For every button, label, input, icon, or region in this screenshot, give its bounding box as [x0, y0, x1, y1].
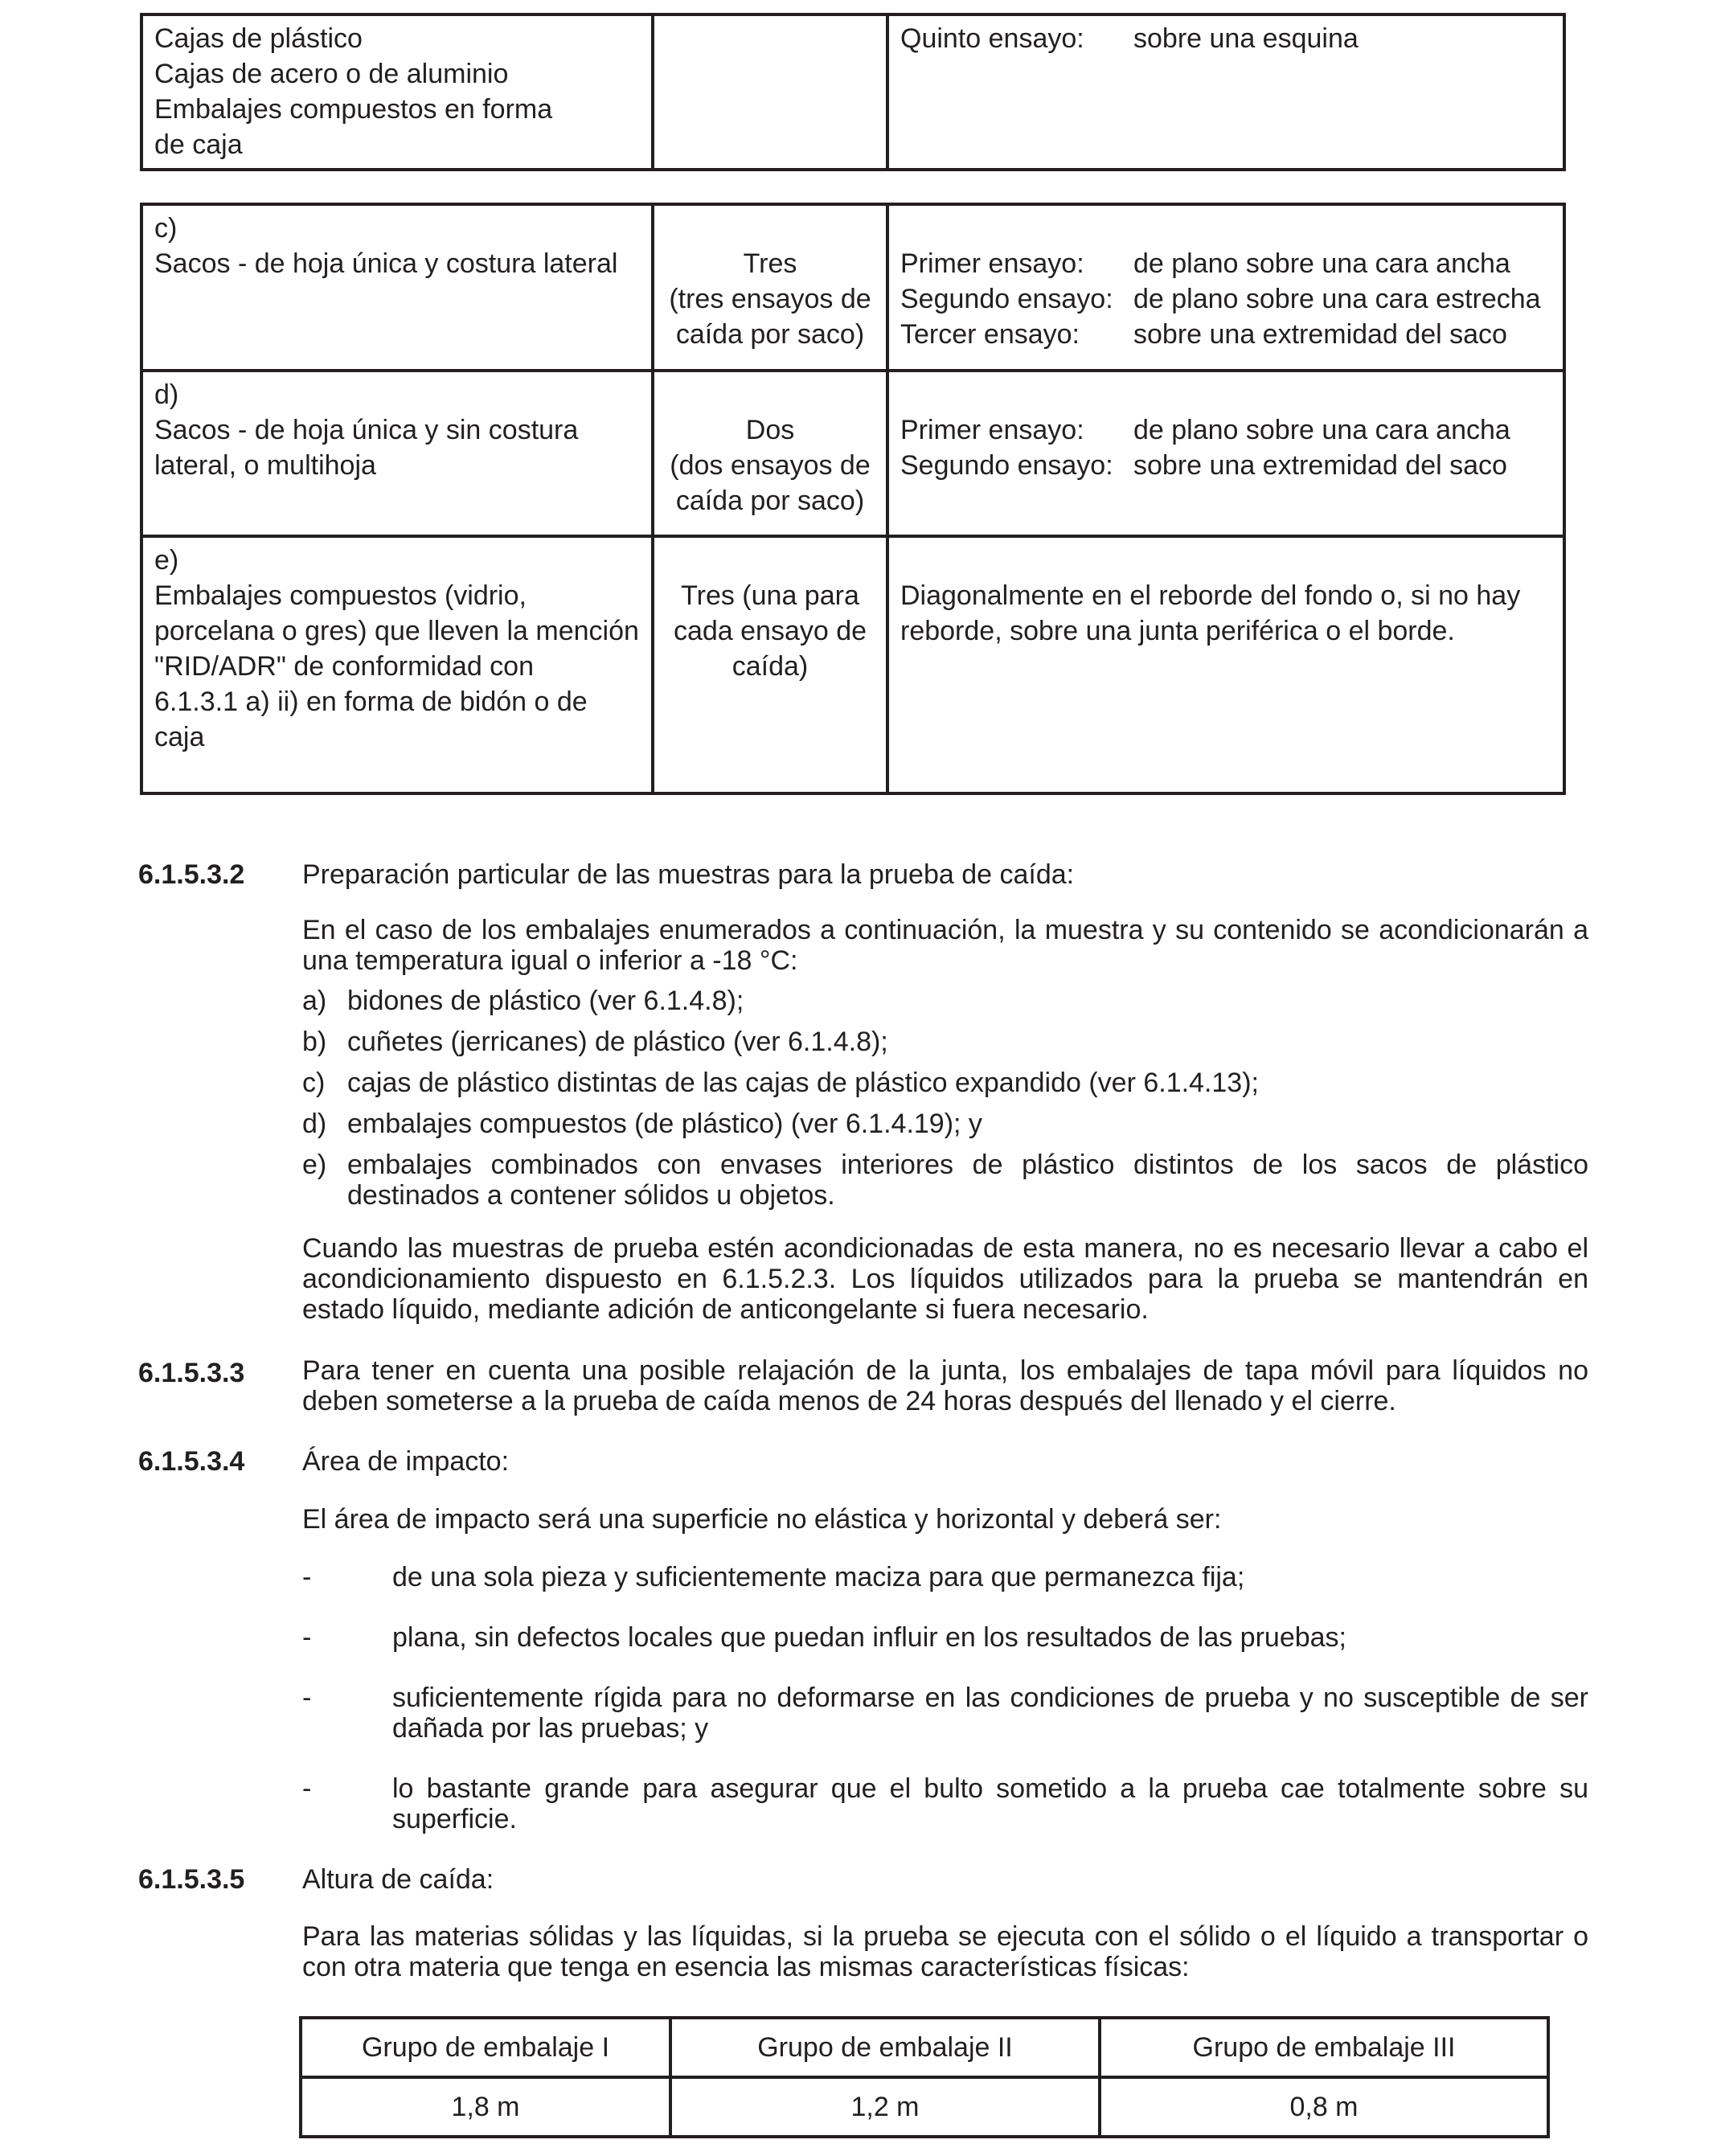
list-item [302, 1773, 1588, 1834]
paragraph: El área de impacto será una superficie no elástica y horizontal y deberá ser: [302, 1504, 1222, 1535]
packaging-type-cell: d) Sacos - de hoja única y sin costura lateral, o multihoja [141, 371, 653, 536]
test-label: Primer ensayo: [900, 415, 1084, 445]
test-value: de plano sobre una cara ancha [1133, 248, 1510, 279]
column-header: Grupo de embalaje I [301, 2018, 670, 2077]
drop-count-cell: Tres (tres ensayos de caída por saco) [653, 204, 887, 371]
list-marker: a) [302, 986, 327, 1016]
list-marker: d) [302, 1109, 327, 1139]
drop-test-table [140, 203, 1566, 795]
test-label: Segundo ensayo: [900, 450, 1113, 481]
section-number: 6.1.5.3.4 [138, 1446, 245, 1477]
test-line [900, 448, 1551, 483]
list-text: embalajes combinados con envases interiores de plástico distintos de los sacos de plástico destinados a contener sólidos u objetos. [347, 1150, 1588, 1211]
test-label: Quinto ensayo: [900, 23, 1084, 54]
list-marker: e) [302, 1150, 327, 1180]
drop-orientation-cell [887, 371, 1564, 536]
list-text: cajas de plástico distintas de las cajas de plástico expandido (ver 6.1.4.13); [347, 1068, 1259, 1098]
section-6-1-5-3-2 [138, 857, 1588, 1339]
drop-count-cell [653, 14, 887, 170]
test-line [900, 281, 1551, 317]
packaging-type-cell: Cajas de plástico Cajas de acero o de aluminio Embalajes compuestos en forma de caja [141, 14, 653, 170]
test-value: sobre una esquina [1133, 23, 1359, 54]
section-6-1-5-3-4 [138, 1444, 1588, 1846]
list-text: lo bastante grande para asegurar que el bulto sometido a la prueba cae totalmente sobre su superficie. [392, 1773, 1588, 1834]
section-6-1-5-3-5 [138, 1862, 1588, 1998]
drop-count-cell: Tres (una para cada ensayo de caída) [653, 536, 887, 793]
test-line [900, 317, 1551, 352]
test-label: Primer ensayo: [900, 248, 1084, 279]
list-marker: - [302, 1562, 312, 1592]
list-item [302, 1068, 1588, 1098]
column-header: Grupo de embalaje III [1100, 2018, 1548, 2077]
list-item [302, 1150, 1588, 1211]
table-cell: 1,8 m [301, 2077, 670, 2137]
list-marker: - [302, 1622, 312, 1653]
list-marker: - [302, 1683, 312, 1713]
section-number: 6.1.5.3.5 [138, 1864, 245, 1895]
section-title: Preparación particular de las muestras para la prueba de caída: [302, 859, 1075, 890]
packaging-type-cell: e) Embalajes compuestos (vidrio, porcelana o gres) que lleven la mención "RID/ADR" de conformidad con 6.1.3.1 a) ii) en forma de bidón o de caja [141, 536, 653, 793]
list-text: suficientemente rígida para no deformarse en las condiciones de prueba y no susceptible de ser dañada por las pruebas; y [392, 1683, 1588, 1744]
table-row [301, 2077, 1548, 2137]
list-item [302, 1683, 1588, 1744]
list-text: bidones de plástico (ver 6.1.4.8); [347, 986, 744, 1016]
list-text: cuñetes (jerricanes) de plástico (ver 6.1.4.8); [347, 1027, 888, 1057]
section-number: 6.1.5.3.3 [138, 1358, 245, 1388]
section-6-1-5-3-3 [138, 1355, 1588, 1428]
section-number: 6.1.5.3.2 [138, 859, 245, 890]
test-value: sobre una extremidad del saco [1133, 319, 1507, 350]
test-value: sobre una extremidad del saco [1133, 450, 1507, 481]
list-item [302, 986, 1588, 1016]
drop-orientation-cell [887, 14, 1564, 170]
paragraph: Cuando las muestras de prueba estén acondicionadas de esta manera, no es necesario llevar a cabo el acondicionamiento dispuesto en 6.1.5.2.3. Los líquidos utilizados para la prueba se mantendrán en estado líquido, mediante adición de anticongelante si fuera necesario. [302, 1233, 1588, 1325]
table-row [141, 371, 1564, 536]
list-text: de una sola pieza y suficientemente maciza para que permanezca fija; [392, 1562, 1245, 1592]
paragraph: Para las materias sólidas y las líquidas, si la prueba se ejecuta con el sólido o el líquido a transportar o con otra materia que tenga en esencia las mismas características físicas: [302, 1921, 1588, 1982]
list-item [302, 1622, 1588, 1653]
packaging-type-cell: c) Sacos - de hoja única y costura lateral [141, 204, 653, 371]
list-item [302, 1027, 1588, 1057]
paragraph: En el caso de los embalajes enumerados a continuación, la muestra y su contenido se acondicionarán a una temperatura igual o inferior a -18 °C: [302, 915, 1588, 976]
section-title: Altura de caída: [302, 1864, 494, 1895]
list-item [302, 1109, 1588, 1139]
table-row [141, 14, 1564, 170]
drop-orientation-cell [887, 204, 1564, 371]
list-marker: - [302, 1773, 312, 1804]
test-label: Segundo ensayo: [900, 284, 1113, 314]
column-header: Grupo de embalaje II [670, 2018, 1100, 2077]
test-value: de plano sobre una cara ancha [1133, 415, 1510, 445]
test-label: Tercer ensayo: [900, 319, 1080, 350]
drop-orientation-cell: Diagonalmente en el reborde del fondo o, si no hay reborde, sobre una junta periférica o el borde. [887, 536, 1564, 793]
section-title: Área de impacto: [302, 1446, 510, 1477]
drop-height-table [299, 2016, 1550, 2138]
test-line [900, 21, 1551, 56]
test-line [900, 412, 1551, 448]
test-value: de plano sobre una cara estrecha [1133, 284, 1541, 314]
paragraph: Para tener en cuenta una posible relajación de la junta, los embalajes de tapa móvil para líquidos no deben someterse a la prueba de caída menos de 24 horas después del llenado y el cierre. [302, 1355, 1588, 1416]
table-row [141, 204, 1564, 371]
table-cell: 1,2 m [670, 2077, 1100, 2137]
test-line [900, 246, 1551, 281]
table-row [141, 536, 1564, 793]
list-text: embalajes compuestos (de plástico) (ver 6.1.4.19); y [347, 1109, 982, 1139]
table-cell: 0,8 m [1100, 2077, 1548, 2137]
list-text: plana, sin defectos locales que puedan influir en los resultados de las pruebas; [392, 1622, 1346, 1653]
list-marker: b) [302, 1027, 327, 1057]
list-marker: c) [302, 1068, 326, 1098]
drop-count-cell: Dos (dos ensayos de caída por saco) [653, 371, 887, 536]
table-header-row [301, 2018, 1548, 2077]
list-item [302, 1562, 1588, 1592]
drop-test-table-continuation [140, 13, 1566, 171]
